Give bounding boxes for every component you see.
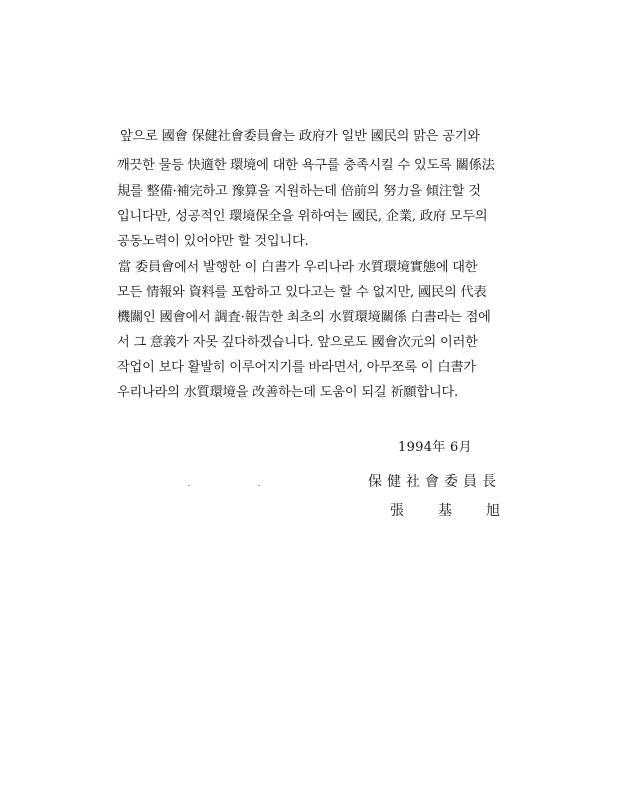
body-line-3: 規를 整備·補完하고 豫算을 지원하는데 倍前의 努力을 傾注할 것 — [117, 184, 481, 199]
scan-speck — [188, 485, 190, 486]
date: 1994年 6月 — [398, 440, 472, 455]
signature-name: 張基旭 — [390, 503, 534, 519]
body-line-9: 서 그 意義가 자못 깊다하겠습니다. 앞으로도 國會次元의 이러한 — [117, 335, 478, 350]
body-line-4: 입니다만, 성공적인 環境保全을 위하여는 國民, 企業, 政府 모두의 — [117, 209, 488, 224]
body-line-2: 깨끗한 물등 快適한 環境에 대한 욕구를 충족시킬 수 있도록 關係法 — [117, 158, 495, 173]
body-line-5: 공동노력이 있어야만 할 것입니다. — [117, 234, 309, 249]
body-line-10: 작업이 보다 활발히 이루어지기를 바라면서, 아무쪼록 이 白書가 — [117, 360, 476, 375]
scan-speck — [258, 485, 260, 486]
body-line-6: 當 委員會에서 발행한 이 白書가 우리나라 水質環境實態에 대한 — [118, 260, 478, 275]
body-line-11: 우리나라의 水質環境을 改善하는데 도움이 되길 祈願합니다. — [117, 385, 459, 400]
body-line-8: 機關인 國會에서 調査·報告한 최초의 水質環境關係 白書라는 점에 — [117, 310, 491, 325]
body-line-7: 모든 情報와 資料를 포함하고 있다고는 할 수 없지만, 國民의 代表 — [117, 285, 487, 300]
signature-title: 保健社會委員長 — [368, 474, 501, 490]
body-line-1: 앞으로 國會 保健社會委員會는 政府가 일반 國民의 맑은 공기와 — [120, 129, 480, 144]
